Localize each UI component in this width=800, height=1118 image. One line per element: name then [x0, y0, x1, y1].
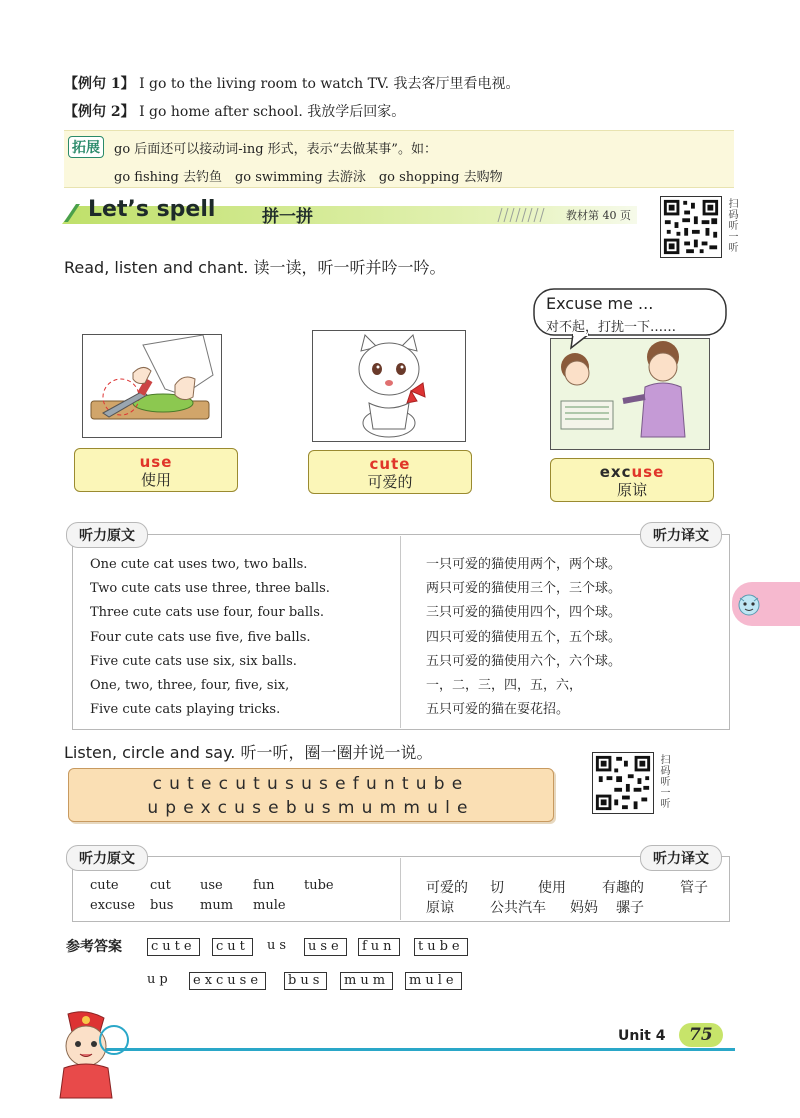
vocab-en: bus	[150, 898, 174, 913]
answer-word: bus	[284, 972, 327, 990]
vocab-cn: 骡子	[616, 900, 644, 916]
vocab-cn: 公共汽车	[490, 900, 546, 916]
knife-cutting-illustration	[83, 335, 221, 437]
vocab-en: excuse	[90, 898, 136, 913]
textbook-page-ref: 教材第 40 页	[566, 209, 631, 222]
vocab-en: cut	[150, 878, 171, 893]
chant-line: Four cute cats use five, five balls.	[90, 629, 311, 645]
example-tag-1: 【例句 1】	[64, 76, 135, 92]
extension-tag: 拓展	[68, 136, 104, 158]
chant-line: Five cute cats use six, six balls.	[90, 653, 297, 669]
tab-listening-translation[interactable]: 听力译文	[640, 522, 722, 548]
tab-listening-translation-2[interactable]: 听力译文	[640, 845, 722, 871]
word-card-cute-cn: 可爱的	[367, 473, 413, 491]
vocab-en: mule	[253, 898, 286, 913]
chant-line: Two cute cats use three, three balls.	[90, 581, 330, 597]
instruction-listen-circle-say: Listen, circle and say. 听一听，圈一圈并说一说。	[64, 743, 433, 762]
qr-code-icon-2[interactable]	[592, 752, 654, 814]
answer-word: tube	[414, 938, 468, 956]
chant-translation-line: 两只可爱的猫使用三个，三个球。	[426, 581, 622, 597]
tab-listening-original[interactable]: 听力原文	[66, 522, 148, 548]
vocab-cn: 可爱的	[426, 880, 468, 896]
tab-listening-original-2[interactable]: 听力原文	[66, 845, 148, 871]
page-number: 75	[679, 1023, 723, 1047]
chant-line: One, two, three, four, five, six,	[90, 678, 290, 694]
vocab-cn: 妈妈	[570, 900, 598, 916]
mascot-face-icon	[736, 592, 762, 616]
word-card-excuse-en: excuse	[599, 463, 665, 481]
word-card-cute[interactable]	[308, 450, 472, 494]
chant-translation-text	[426, 553, 621, 722]
answer-word: excuse	[189, 972, 266, 990]
example-text-1: I go to the living room to watch TV. 我去客厅里看电视。	[139, 76, 520, 92]
speech-bubble-cn: 对不起，打扰一下……	[546, 320, 677, 335]
letter-row-1: cutecutususefuntube	[152, 774, 470, 794]
vocab-en: cute	[90, 878, 119, 893]
extension-line-2: go fishing 去钓鱼 go swimming 去游泳 go shopping 去购物	[114, 170, 503, 185]
word-card-use-cn: 使用	[140, 471, 171, 489]
extension-line-1: go 后面还可以接动词-ing 形式，表示“去做某事”。如：	[114, 142, 437, 157]
section-title-cn: 拼一拼	[262, 207, 313, 227]
letter-row-2: upexcusebusmummule	[147, 798, 475, 818]
panel-divider-2	[400, 858, 401, 920]
chant-line: Three cute cats use four, four balls.	[90, 605, 325, 621]
answer-word: us	[267, 938, 291, 953]
example-tag-2: 【例句 2】	[64, 104, 135, 120]
example-sentence-2	[64, 101, 405, 121]
panel-divider	[400, 536, 401, 728]
example-text-2: I go home after school. 我放学后回家。	[139, 104, 406, 120]
speech-bubble-en: Excuse me ...	[546, 294, 654, 313]
picture-excuse	[550, 338, 710, 450]
word-card-use[interactable]	[74, 448, 238, 492]
chant-translation-line: 三只可爱的猫使用四个，四个球。	[426, 605, 622, 621]
picture-use	[82, 334, 222, 438]
qr-caption: 扫码听一听	[726, 198, 737, 253]
word-card-cute-en: cute	[369, 455, 411, 473]
word-card-excuse[interactable]	[550, 458, 714, 502]
chant-translation-line: 一只可爱的猫使用两个，两个球。	[426, 557, 622, 572]
chant-translation-line: 五只可爱的猫使用六个，六个球。	[426, 653, 622, 669]
answer-word: cut	[212, 938, 253, 956]
chant-translation-line: 四只可爱的猫使用五个，五个球。	[426, 629, 622, 645]
answer-word: use	[304, 938, 347, 956]
vocab-en: tube	[304, 878, 334, 893]
answer-word: fun	[358, 938, 400, 956]
word-card-excuse-cn: 原谅	[616, 481, 647, 499]
answer-word: mum	[340, 972, 393, 990]
answer-label: 参考答案	[66, 939, 122, 955]
vocab-cn: 切	[490, 880, 504, 896]
example-sentence-1	[64, 73, 520, 93]
vocab-en: use	[200, 878, 223, 893]
unit-label: Unit 4	[618, 1028, 666, 1044]
mascot-icon	[38, 1010, 134, 1102]
vocab-cn: 有趣的	[602, 880, 644, 896]
picture-cute	[312, 330, 466, 442]
instruction-read-listen-chant: Read, listen and chant. 读一读，听一听并吟一吟。	[64, 258, 446, 277]
chant-line: Five cute cats playing tricks.	[90, 702, 281, 718]
answer-word: cute	[147, 938, 200, 956]
vocab-cn: 管子	[680, 880, 708, 896]
answer-word: up	[147, 972, 172, 987]
vocab-cn: 使用	[538, 880, 566, 896]
chant-line: One cute cat uses two, two balls.	[90, 557, 308, 572]
vocab-cn: 原谅	[426, 900, 454, 916]
vocab-en: fun	[253, 878, 275, 893]
footer-line	[70, 1048, 735, 1051]
vocab-en: mum	[200, 898, 234, 913]
qr-caption-2: 扫码听一听	[658, 754, 669, 809]
qr-code-icon[interactable]	[660, 196, 722, 258]
chant-translation-line: 五只可爱的猫在耍花招。	[426, 702, 570, 718]
word-card-use-en: use	[139, 453, 173, 471]
chant-translation-line: 一，二，三，四，五，六，	[426, 678, 583, 694]
cute-cat-illustration	[313, 331, 465, 441]
chant-original-text	[90, 553, 330, 722]
letter-puzzle[interactable]	[68, 768, 554, 822]
section-title: Let’s spell	[88, 197, 216, 222]
answer-word: mule	[405, 972, 462, 990]
excuse-me-illustration	[551, 339, 709, 449]
